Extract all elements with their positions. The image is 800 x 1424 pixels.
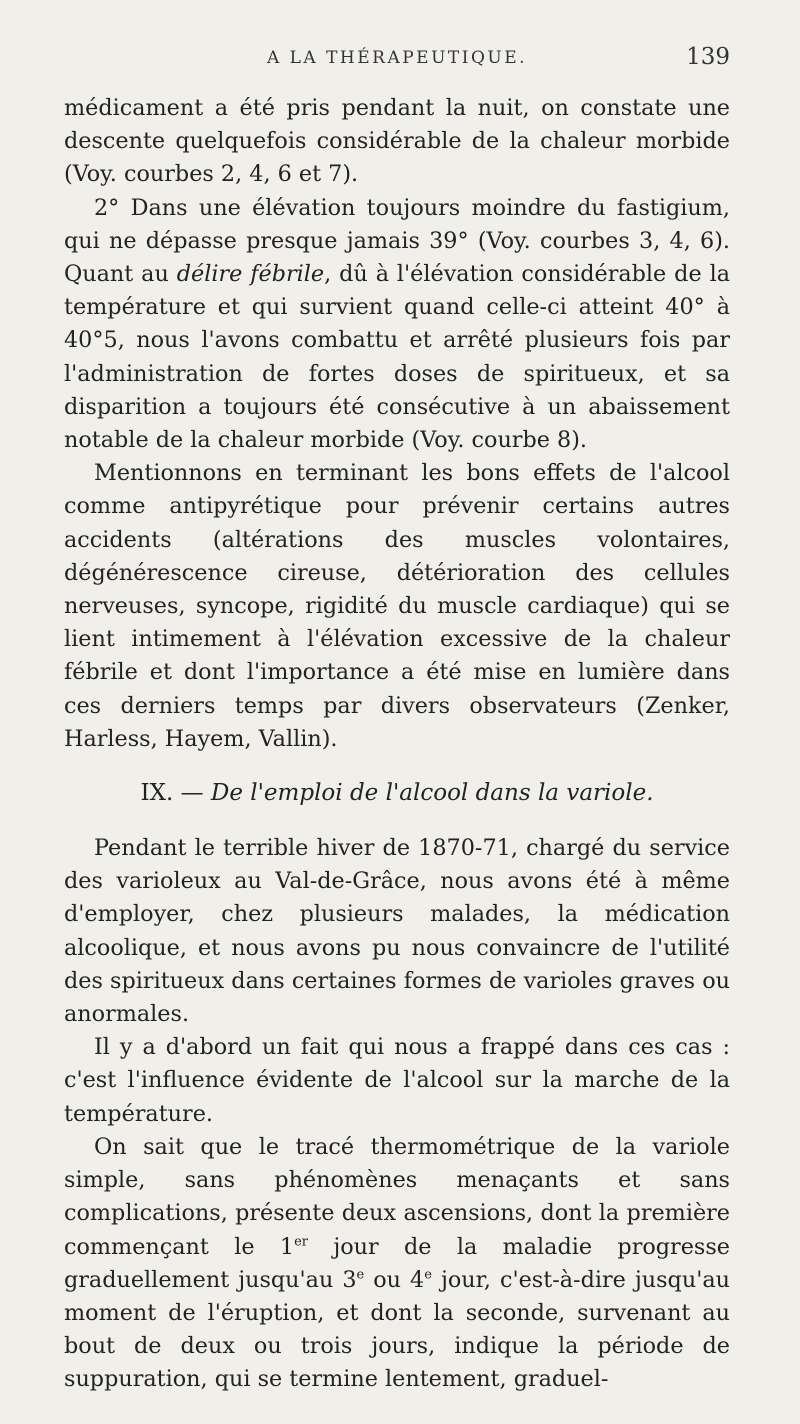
superscript-e-1: e	[356, 1267, 365, 1283]
section-number: IX. —	[140, 780, 211, 807]
section-paragraph-3	[64, 1131, 730, 1397]
section-heading	[64, 777, 730, 810]
paragraph-2-emphasis: délire fébrile	[176, 261, 325, 288]
running-title: A LA THÉRAPEUTIQUE.	[266, 48, 528, 68]
section-paragraph-2: Il y a d'abord un fait qui nous a frappé dans ces cas : c'est l'influence évidente de l'alcool sur la marche de la température.	[64, 1034, 730, 1127]
section-title: De l'emploi de l'alcool dans la variole.	[210, 780, 654, 807]
section-paragraph-3-part-4: jour, c'est-à-dire jusqu'au moment de l'éruption, et dont la seconde, survenant au bout de deux ou trois jours, indique la période de suppuration, qui se termine lentement, graduel-	[64, 1266, 730, 1393]
paragraph-2	[64, 192, 730, 458]
superscript-er: er	[294, 1234, 308, 1250]
section-paragraph-3-part-3: ou 4	[364, 1266, 425, 1293]
page-number: 139	[686, 44, 730, 70]
paragraph-1: médicament a été pris pendant la nuit, on constate une descente quelquefois considérable de la chaleur morbide (Voy. courbes 2, 4, 6 et 7).	[64, 95, 730, 188]
paragraph-2-start: 2° Dans une élévation toujours moindre du fastigium, qui ne dépasse presque jamais 39° (Voy. courbes 3, 4, 6). Quant au	[64, 194, 730, 288]
section-paragraph-1: Pendant le terrible hiver de 1870-71, chargé du service des varioleux au Val-de-Grâce, nous avons été à même d'employer, chez plusieurs malades, la médication alcoolique, et nous avons pu nous convaincre de l'utilité des spiritueux dans certaines formes de varioles graves ou anormales.	[64, 835, 730, 1028]
body-text	[64, 92, 730, 1397]
paragraph-2-end: , dû à l'élévation considérable de la température et qui survient quand celle-ci atteint 40° à 40°5, nous l'avons combattu et arrêté plusieurs fois par l'administration de fortes doses de spiritueux, et sa disparition a toujours été consécutive à un abaissement notable de la chaleur morbide (Voy. courbe 8).	[64, 261, 730, 454]
superscript-e-2: e	[424, 1267, 432, 1283]
running-head	[64, 44, 730, 88]
paragraph-3: Mentionnons en terminant les bons effets de l'alcool comme antipyrétique pour prévenir certains autres accidents (altérations des muscles volontaires, dégénérescence cireuse, détérioration des cellules nerveuses, syncope, rigidité du muscle cardiaque) qui se lient intimement à l'élévation excessive de la chaleur fébrile et dont l'importance a été mise en lumière dans ces derniers temps par divers observateurs (Zenker, Harless, Hayem, Vallin).	[64, 460, 730, 752]
section-paragraph-3-part-1: On sait que le tracé thermométrique de la variole simple, sans phénomènes menaçants et sans complications, présente deux ascensions, dont la première commençant le 1	[64, 1133, 730, 1260]
section-paragraph-3-part-2: jour de la maladie progresse graduellement jusqu'au 3	[64, 1233, 730, 1293]
